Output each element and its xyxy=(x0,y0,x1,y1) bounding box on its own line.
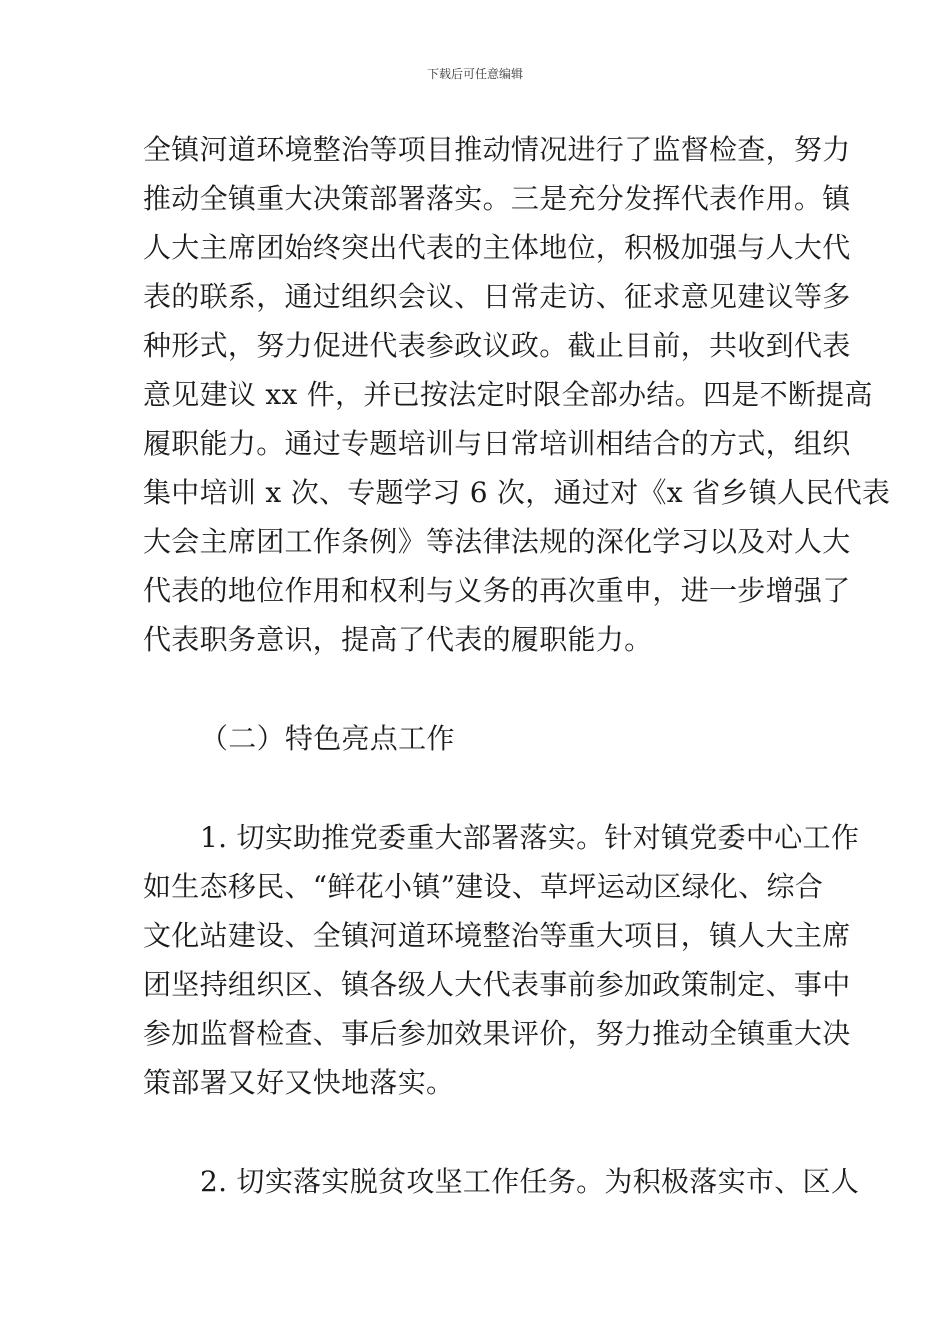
text-line: 参加监督检查、事后参加效果评价，努力推动全镇重大决 xyxy=(143,1017,851,1050)
section-heading: （二）特色亮点工作 xyxy=(200,722,455,755)
text-line: 文化站建设、全镇河道环境整治等重大项目，镇人大主席 xyxy=(143,919,851,952)
text-line: 表的联系，通过组织会议、日常走访、征求意见建议等多 xyxy=(143,280,851,313)
text-line: 全镇河道环境整治等项目推动情况进行了监督检查，努力 xyxy=(143,133,851,166)
page-header: 下载后可任意编辑 xyxy=(426,67,523,81)
text-line: 人大主席团始终突出代表的主体地位，积极加强与人大代 xyxy=(143,231,851,264)
text-line: 代表的地位作用和权利与义务的再次重申，进一步增强了 xyxy=(143,574,851,607)
text-line: 1. 切实助推党委重大部署落实。针对镇党委中心工作 xyxy=(200,821,860,854)
text-line: 团坚持组织区、镇各级人大代表事前参加政策制定、事中 xyxy=(143,968,851,1001)
text-line: 大会主席团工作条例》等法律法规的深化学习以及对人大 xyxy=(143,525,851,558)
text-line: 意见建议 xx 件，并已按法定时限全部办结。四是不断提高 xyxy=(143,378,873,411)
text-line: 种形式，努力促进代表参政议政。截止目前，共收到代表 xyxy=(143,329,851,362)
text-line: 履职能力。通过专题培训与日常培训相结合的方式，组织 xyxy=(143,427,851,460)
text-line: 集中培训 x 次、专题学习 6 次，通过对《x 省乡镇人民代表 xyxy=(143,476,891,509)
text-line: 代表职务意识，提高了代表的履职能力。 xyxy=(143,623,653,656)
text-line: 如生态移民、“鲜花小镇”建设、草坪运动区绿化、综合 xyxy=(143,870,824,903)
text-line: 策部署又好又快地落实。 xyxy=(143,1066,455,1099)
text-line: 推动全镇重大决策部署落实。三是充分发挥代表作用。镇 xyxy=(143,182,851,215)
text-line: 2. 切实落实脱贫攻坚工作任务。为积极落实市、区人 xyxy=(200,1165,860,1198)
